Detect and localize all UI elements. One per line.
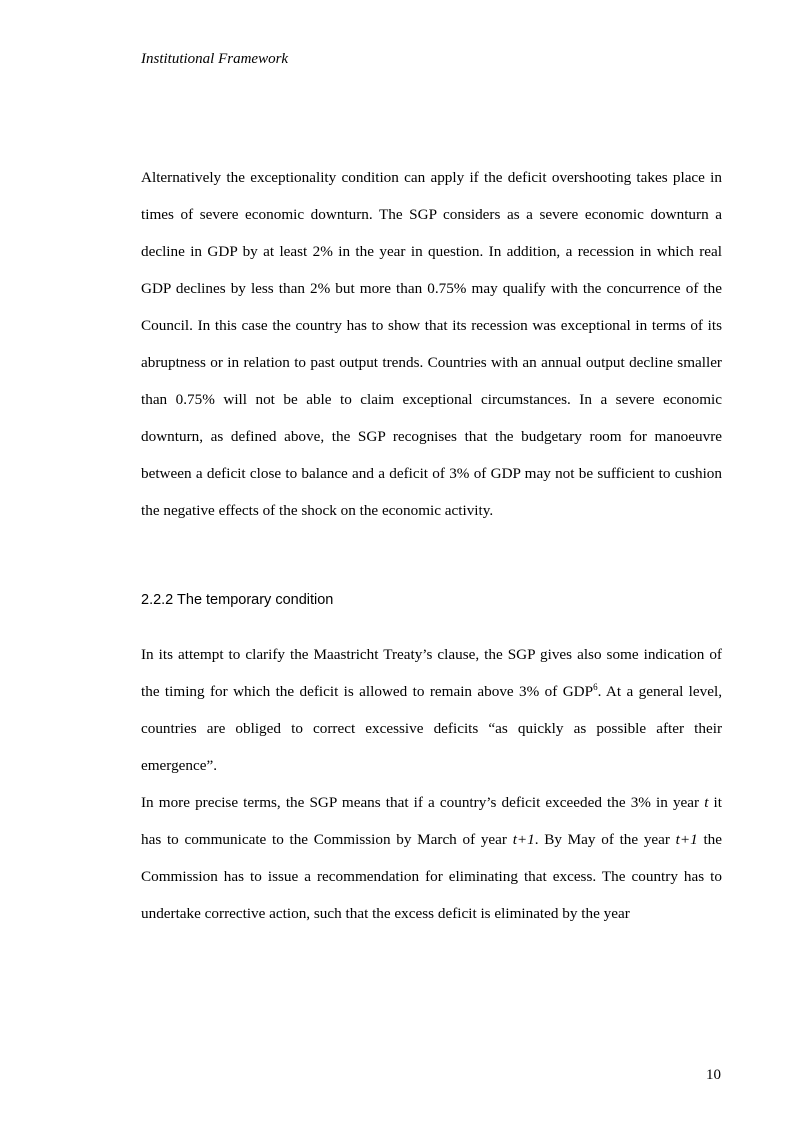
year-variable: t+1 [512,831,535,848]
paragraph-timing-text-continued: . At a general level, countries are obliged to correct excessive deficits “as quickly as possible after their emergence”. [141,683,722,774]
page-number: 10 [706,1067,721,1083]
paragraph-exceptionality-downturn: Alternatively the exceptionality condition can apply if the deficit overshooting takes place in times of severe economic downturn. The SGP considers as a severe economic downturn a decline in GDP by at least 2% in the year in question. In addition, a recession in which real GDP declines by less than 2% but more than 0.75% may qualify with the concurrence of the Council. In this case the country has to show that its recession was exceptional in terms of its abruptness or in relation to past output trends. Countries with an annual output decline smaller than 0.75% will not be able to claim exceptional circumstances. In a severe economic downturn, as defined above, the SGP recognises that the budgetary room for manoeuvre between a deficit close to balance and a deficit of 3% of GDP may not be sufficient to cushion the negative effects of the shock on the economic activity. [141,169,722,519]
running-header: Institutional Framework [141,51,289,67]
body-paragraph-block [141,159,722,529]
paragraph-timing [141,636,722,784]
text-segment: the Commission has to issue a recommendation for eliminating that excess. The country has to undertake corrective action, such that the excess deficit is eliminated by the year [141,831,722,922]
section-heading: 2.2.2 The temporary condition [141,592,334,608]
year-variable: t+1 [675,831,698,848]
footnote-reference: 6 [593,682,598,692]
text-segment: . By May of the year [534,831,676,848]
paragraph-precise-terms [141,784,722,932]
text-segment: In more precise terms, the SGP means that if a country’s deficit exceeded the 3% in year [141,794,705,811]
year-variable: t [704,794,709,811]
body-paragraph-block [141,784,722,932]
paragraph-timing-text: In its attempt to clarify the Maastricht Treaty’s clause, the SGP gives also some indication of the timing for which the deficit is allowed to remain above 3% of GDP [141,646,722,700]
body-paragraph-block [141,636,722,784]
text-segment: it has to communicate to the Commission by March of year [141,794,722,848]
